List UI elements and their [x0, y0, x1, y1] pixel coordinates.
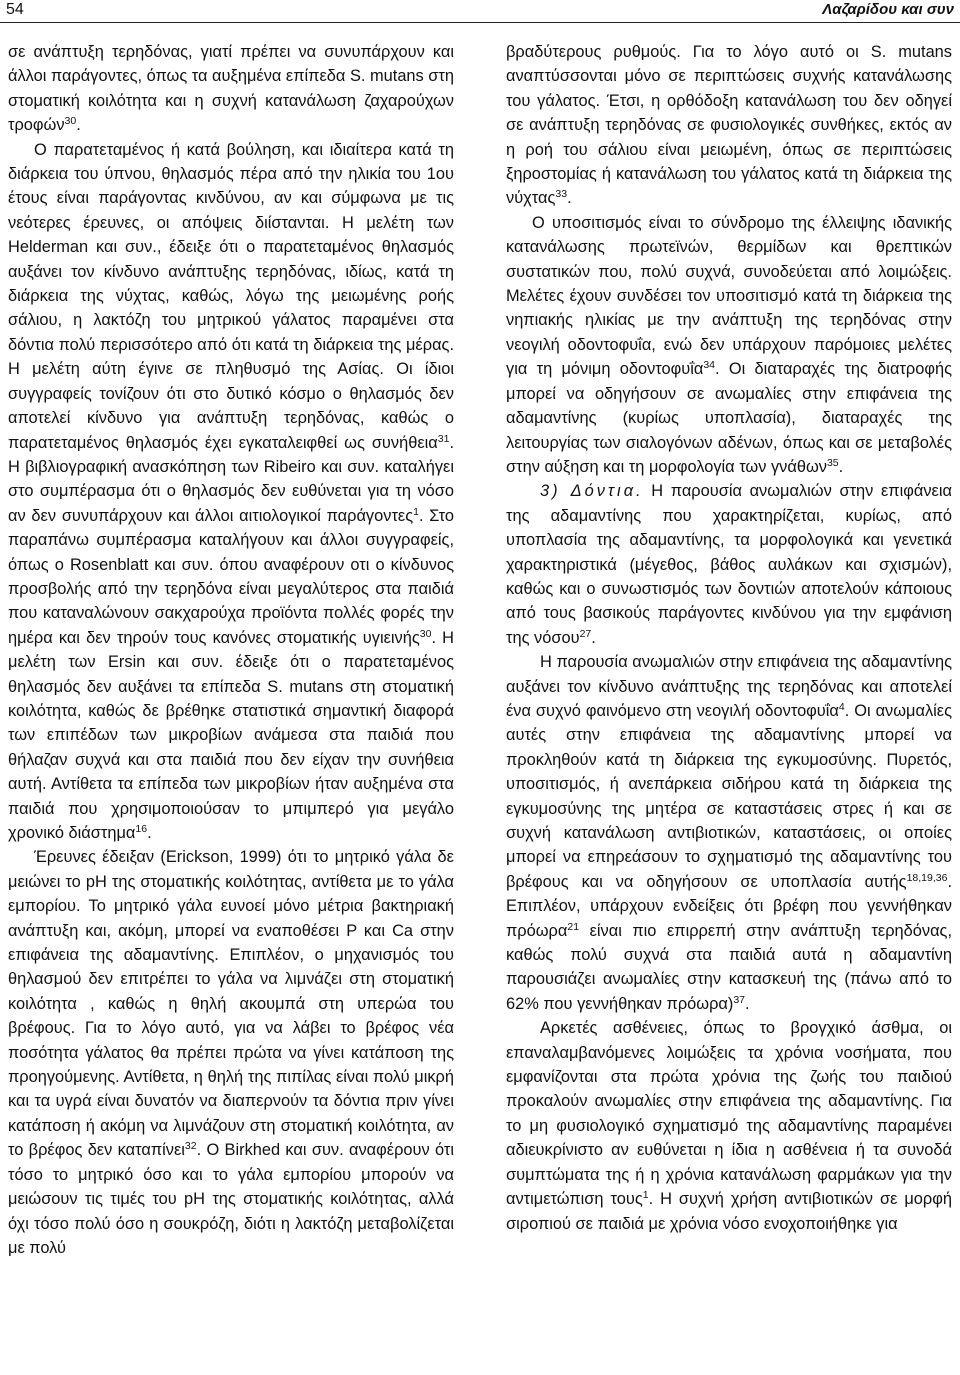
citation: 4 [838, 700, 845, 713]
citation: 35 [826, 456, 839, 469]
citation: 16 [135, 823, 148, 835]
citation: 30 [419, 627, 432, 640]
citation: 32 [184, 1140, 197, 1153]
section-heading: 3) Δόντια. [540, 482, 644, 501]
paragraph: σε ανάπτυξη τερηδόνας, γιατί πρέπει να συνυπάρχουν και άλλοι παράγοντες, όπως τα αυξημένα επίπεδα S. mutans στη στοματική κοιλότητα και η συχνή κατανάλωση ζαχαρούχων τροφών$^{30}$. [8, 43, 455, 135]
paragraph: Η παρουσία ανωμαλιών στην επιφάνεια της αδαμαντίνης αυξάνει τον κίνδυνο ανάπτυξης της τερηδόνας και αποτελεί ένα συχνό φαινόμενο στη νεογιλή οδοντοφυΐα$^4$. Οι ανωμαλίες αυτές στην επιφάνεια της αδαμαντίνης μπορεί να προκληθούν κατά τη διάρκεια της εγκυμοσύνης. Πυρετός, υποσιτισμός, ή ανεπάρκεια σιδήρου κατά τη διάρκεια της εγκυμοσύνης της μητέρα σε καταστάσεις στρες ή και σε συχνή κατανάλωση αντιβιοτικών, καταστάσεις, οι οποίες μπορεί να επηρεάσουν το σχηματισμό της αδαμαντίνης του βρέφους και να οδηγήσουν σε υποπλασία αυτής$^{18,19,36}$. Επιπλέον, υπάρχουν ενδείξεις ότι βρέφη που γεννήθηκαν πρόωρα$^{21}$ είναι πιο επιρρεπή στην ανάπτυξη τερηδόνας, καθώς πολύ συχνά στα παιδιά αυτά η αδαμαντίνη παρουσιάζει ανωμαλίες στην κατασκευή της (πάνω από το 62% που γεννήθηκαν πρόωρα)$^{37}$. [506, 653, 953, 1013]
page-number: 54 [6, 1, 24, 18]
citation: 37 [733, 993, 746, 1006]
citation: 34 [703, 359, 716, 372]
citation: 21 [567, 920, 580, 933]
citation: 33 [555, 188, 568, 201]
citation: 31 [437, 432, 450, 445]
running-title: Λαζαρίδου και συν [822, 1, 954, 18]
paragraph: Αρκετές ασθένειες, όπως το βρογχικό άσθμα, οι επαναλαμβανόμενες λοιμώξεις τα χρόνια νοσήματα, που εμφανίζονται στα πρώτα χρόνια της ζωής του παιδιού προκαλούν ανωμαλίες στην επιφάνεια της αδαμαντίνης. Για το μη φυσιολογικό σχηματισμό της αδαμαντίνης παραμένει αδιευκρίνιστο αν ευθύνεται η ίδια η ασθένεια ή τα συνοδά συμπτώματα της ή η χρόνια κατανάλωση φαρμάκων για την αντιμετώπιση τους$^1$. Η συχνή χρήση αντιβιοτικών σε μορφή σιροπιού σε παιδιά με χρόνια νόσο ενοχοποιήθηκε για [506, 1019, 952, 1233]
citation: 1 [642, 1189, 649, 1202]
page-header [0, 0, 960, 23]
left-column [8, 40, 454, 1260]
citation: 18,19,36 [906, 871, 948, 884]
paragraph: 3) Δόντια. Η παρουσία ανωμαλιών στην επιφάνεια της αδαμαντίνης που χαρακτηρίζεται, κυρίως, από υποπλασία της αδαμαντίνης, τα μορφολογικά και γενετικά χαρακτηριστικά (μέγεθος, βάθος αυλάκων και σχισμών), καθώς και ο συνωστισμός των δοντιών αποτελούν κάποιους από τους βασικούς παράγοντες κινδύνου για την εμφάνιση της νόσου$^{27}$. [506, 482, 952, 647]
right-column [506, 40, 952, 1236]
citation: 27 [579, 627, 592, 640]
paragraph: Έρευνες έδειξαν (Erickson, 1999) ότι το μητρικό γάλα δε μειώνει το pH της στοματικής κοιλότητας, αντίθετα με το γάλα εμπορίου. Το μητρικό γάλα ευνοεί μόνο μέτρια βακτηριακή ανάπτυξη και, ακόμη, μπορεί να εναποθέσει P και Ca στην επιφάνεια της αδαμαντίνης. Επιπλέον, ο μηχανισμός του θηλασμού δεν επιτρέπει το γάλα να λιμνάζει στη στοματική κοιλότητα , καθώς η θηλή ακουμπά στη υπερώα του βρέφους. Για το λόγο αυτό, για να λάβει το βρέφος νέα ποσότητα γάλατος θα πρέπει πρώτα να γίνει κατάποση της προηγούμενης. Αντίθετα, η θηλή της πιπίλας είναι πολύ μικρή και τα υγρά είναι δυνατόν να διαπερνούν τα δόντια πριν γίνει κατάποση ή ακόμη να λιμνάζουν στη στοματική κοιλότητα, αν το βρέφος δεν καταπίνει$^{32}$. Ο Birkhed και συν. αναφέρουν ότι τόσο το μητρικό όσο και το γάλα εμπορίου μπορούν να μειώσουν τις τιμές του pH της στοματικής κοιλότητας, αλλά όχι τόσο πολύ όσο η σουκρόζη, διότι η λακτόζη μεταβολίζεται με πολύ [8, 848, 454, 1257]
paragraph: βραδύτερους ρυθμούς. Για το λόγο αυτό οι S. mutans αναπτύσσονται μόνο σε περιπτώσεις συχνής κατανάλωσης του γάλατος. Έτσι, η ορθόδοξη κατανάλωση του δεν οδηγεί σε ανάπτυξη τερηδόνας σε φυσιολογικές συνθήκες, εκτός αν η ροή του σάλιου είναι μειωμένη, όπως σε περιπτώσεις ξηροστομίας ή κατανάλωση του γάλατος κατά τη διάρκεια της νύχτας$^{33}$. [506, 43, 952, 208]
paragraph: Ο υποσιτισμός είναι το σύνδρομο της έλλειψης ιδανικής κατανάλωσης πρωτεϊνών, θερμίδων και θρεπτικών συστατικών που, πολύ συχνά, συνοδεύεται από λοιμώξεις. Μελέτες έχουν συνδέσει τον υποσιτισμό κατά τη διάρκεια της νηπιακής ηλικίας με την ανάπτυξη της τερηδόνας στην νεογιλή οδοντοφυΐα, ενώ δεν υπάρχουν παρόμοιες μελέτες για τη μόνιμη οδοντοφυΐα$^{34}$. Οι διαταραχές της διατροφής μπορεί να οδηγήσουν σε ανωμαλίες στην επιφάνεια της αδαμαντίνης (κυρίως υποπλασία), διαταραχές της λειτουργίας των σιαλογόνων αδένων, όπως και σε μεταβολές στην αύξηση και τη μορφολογία των γνάθων$^{35}$. [506, 213, 952, 476]
citation: 30 [64, 115, 77, 128]
citation: 1 [413, 505, 419, 518]
paragraph: Ο παρατεταμένος ή κατά βούληση, και ιδιαίτερα κατά τη διάρκεια του ύπνου, θηλασμός πέρα από την ηλικία του 1ου έτους είναι παράγοντας κινδύνου, αν και σύμφωνα με τις νεότερες έρευνες, οι απόψεις διίστανται. Η μελέτη των Helderman και συν., έδειξε ότι ο παρατεταμένος θηλασμός αυξάνει τον κίνδυνο ανάπτυξης τερηδόνας, ιδίως, κατά τη διάρκεια της νύχτας, καθώς, λόγω της μειωμένης ροής σάλιου, η λακτόζη του μητρικού γάλατος παραμένει στα δόντια πολύ περισσότερο από ότι κατά τη διάρκεια της μέρας. Η μελέτη αύτη έγινε σε πληθυσμό της Ασίας. Οι ίδιοι συγγραφείς τονίζουν ότι στο δυτικό κόσμο ο θηλασμός δεν αποτελεί κίνδυνο για ανάπτυξη τερηδόνας, καθώς ο παρατεταμένος θηλασμός έχει εγκαταλειφθεί ως συνήθεια$^{31}$. Η βιβλιογραφική ανασκόπηση των Ribeiro και συν. καταλήγει στο συμπέρασμα ότι ο θηλασμός δεν ευθύνεται για τη νόσο αν δεν συνυπάρχουν και άλλοι αιτιολογικοί παράγοντες$^1$. Στο παραπάνω συμπέρασμα καταλήγουν και άλλοι συγγραφείς, όπως ο Rosenblatt και συν. όπου αναφέρουν οτι ο κίνδυνος προσβολής από την τερηδόνα είναι μεγαλύτερος στα παιδιά που καταναλώνουν σακχαρούχα προϊόντα πολλές φορές την ημέρα και δεν τηρούν τους κανόνες στοματικής υγιεινής$^{30}$. Η μελέτη των Ersin και συν. έδειξε ότι ο παρατεταμένος θηλασμός δεν αυξάνει τα επίπεδα S. mutans στη στοματική κοιλότητα, καθώς δε βρέθηκε στατιστικά σημαντική διαφορά των επιπέδων των μικροβίων ανάμεσα στα παιδιά που θήλαζαν συχνά και στα παιδιά που δεν είχαν την συνήθεια αυτή. Αντίθετα τα επίπεδα των μικροβίων ήταν αυξημένα στα παιδιά που χρησιμοποιούσαν το μπιμπερό για μεγάλο χρονικό διάστημα$^{16}$. [8, 140, 454, 842]
